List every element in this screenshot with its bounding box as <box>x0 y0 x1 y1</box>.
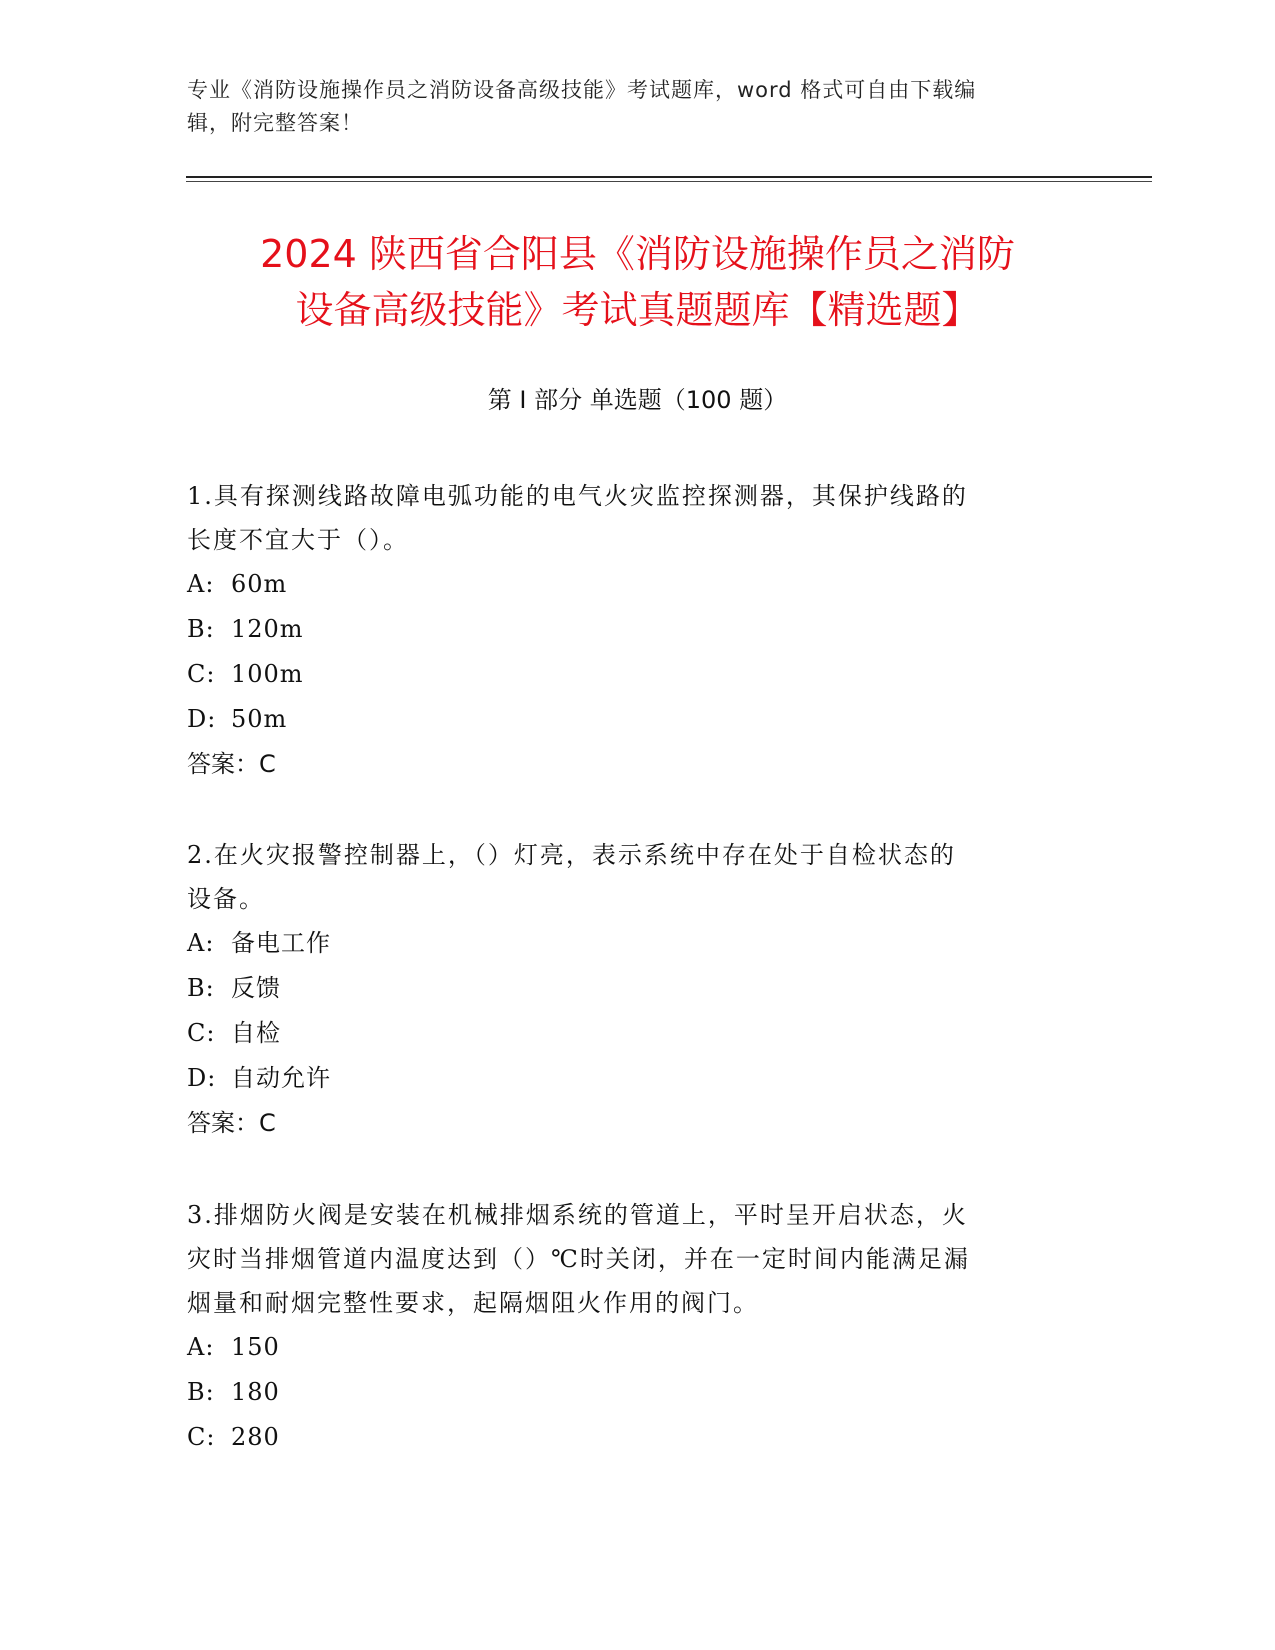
question-stem-line: 设备。 <box>187 885 265 913</box>
question-stem <box>187 474 1067 562</box>
option-text: 反馈 <box>231 974 281 1002</box>
option-text: 60m <box>231 570 288 598</box>
option-key: B: <box>187 615 215 643</box>
option-key: D: <box>187 705 217 733</box>
option-c <box>187 652 1067 697</box>
option-text: 120m <box>231 615 304 643</box>
document-title <box>120 226 1155 338</box>
question-stem-line: 3.排烟防火阀是安装在机械排烟系统的管道上，平时呈开启状态，火 <box>187 1201 968 1229</box>
question-stem <box>187 833 1067 921</box>
option-key: C: <box>187 1019 216 1047</box>
option-b <box>187 607 1067 652</box>
option-text: 自检 <box>231 1019 281 1047</box>
option-key: A: <box>187 570 215 598</box>
option-key: D: <box>187 1064 217 1092</box>
question-2 <box>187 833 1067 1146</box>
option-key: C: <box>187 1423 216 1451</box>
question-stem-line: 烟量和耐烟完整性要求，起隔烟阻火作用的阀门。 <box>187 1289 759 1317</box>
option-text: 备电工作 <box>231 929 331 957</box>
document-title-line-2: 设备高级技能》考试真题题库【精选题】 <box>295 288 980 332</box>
option-a <box>187 1325 1067 1370</box>
header-divider-thin <box>186 181 1152 182</box>
answer-label: 答案：C <box>187 1109 276 1137</box>
option-c <box>187 1011 1067 1056</box>
option-b <box>187 966 1067 1011</box>
header-note-line-1: 专业《消防设施操作员之消防设备高级技能》考试题库，word 格式可自由下载编 <box>187 78 977 102</box>
question-stem-line: 灾时当排烟管道内温度达到（）℃时关闭，并在一定时间内能满足漏 <box>187 1245 970 1273</box>
header-note <box>187 74 1087 140</box>
header-divider-thick <box>186 176 1152 178</box>
answer-label: 答案：C <box>187 750 276 778</box>
question-1 <box>187 474 1067 787</box>
option-text: 自动允许 <box>231 1064 331 1092</box>
option-text: 50m <box>231 705 288 733</box>
question-3 <box>187 1193 1067 1460</box>
option-text: 180 <box>231 1378 280 1406</box>
option-text: 280 <box>231 1423 280 1451</box>
option-key: A: <box>187 929 215 957</box>
question-stem-line: 2.在火灾报警控制器上，（）灯亮，表示系统中存在处于自检状态的 <box>187 841 956 869</box>
option-a <box>187 921 1067 966</box>
option-key: B: <box>187 1378 215 1406</box>
option-d <box>187 697 1067 742</box>
section-heading: 第 I 部分 单选题（100 题） <box>487 386 788 414</box>
option-key: A: <box>187 1333 215 1361</box>
document-title-line-1: 2024 陕西省合阳县《消防设施操作员之消防 <box>260 232 1015 276</box>
option-b <box>187 1370 1067 1415</box>
option-c <box>187 1415 1067 1460</box>
question-stem-line: 1.具有探测线路故障电弧功能的电气火灾监控探测器，其保护线路的 <box>187 482 968 510</box>
option-text: 100m <box>231 660 304 688</box>
option-key: C: <box>187 660 216 688</box>
option-key: B: <box>187 974 215 1002</box>
option-text: 150 <box>231 1333 280 1361</box>
question-stem <box>187 1193 1067 1325</box>
option-a <box>187 562 1067 607</box>
question-stem-line: 长度不宜大于（）。 <box>187 526 409 554</box>
header-note-line-2: 辑，附完整答案！ <box>187 111 363 135</box>
option-d <box>187 1056 1067 1101</box>
